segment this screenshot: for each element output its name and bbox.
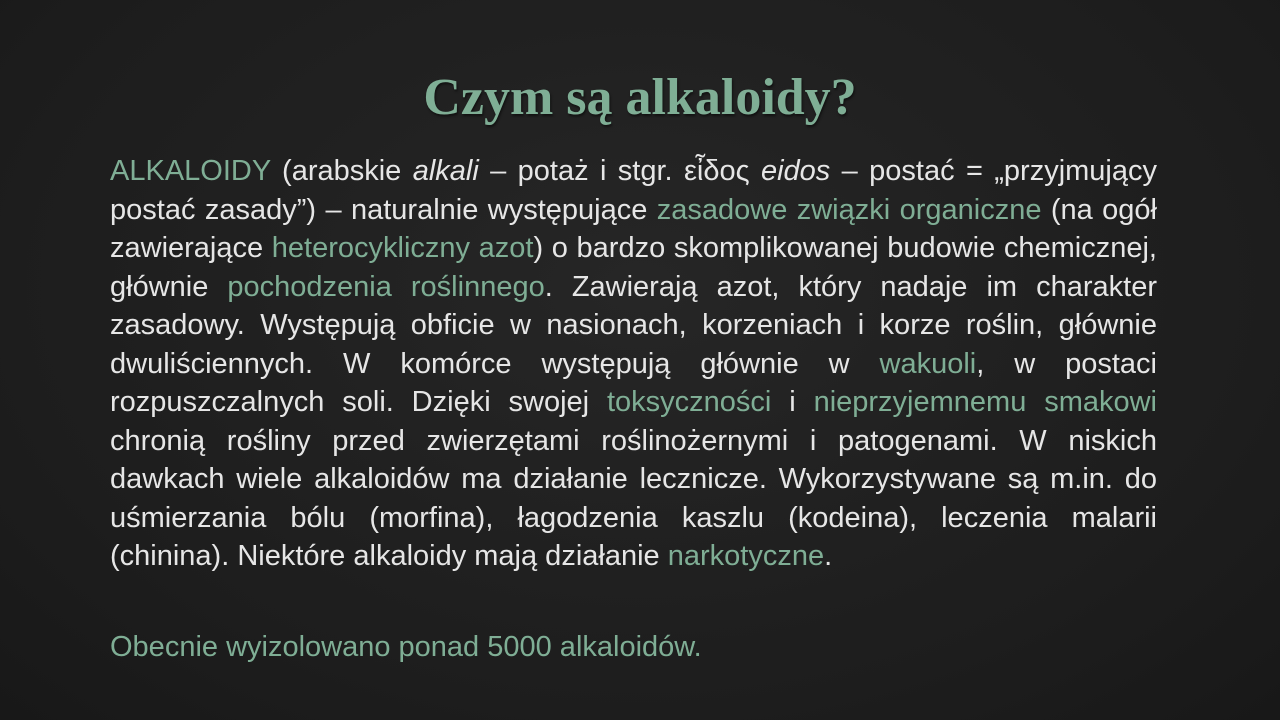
highlight-pochodzenia: pochodzenia roślinnego bbox=[227, 270, 545, 303]
text-span: . Zawierają azot, który nadaje im charakter zasadowy. Występują obficie w nasionach, korzeniach i korze roślin, głównie dwuliściennych. W komórce występują głównie w bbox=[110, 270, 1157, 380]
slide-title: Czym są alkaloidy? bbox=[423, 69, 857, 126]
text-span: ) o bardzo skomplikowanej budowie chemicznej, głównie bbox=[110, 232, 1157, 303]
definition-paragraph bbox=[110, 152, 1157, 576]
highlight-zasadowe: zasadowe związki organiczne bbox=[656, 193, 1042, 226]
italic-term-alkali: alkali bbox=[412, 155, 479, 187]
highlight-azot: heterocykliczny azot bbox=[271, 232, 534, 264]
text-span: (arabskie bbox=[270, 155, 413, 187]
term-highlight: ALKALOIDY bbox=[110, 155, 271, 187]
text-span: – potaż i stgr. εἶδος bbox=[478, 155, 761, 187]
highlight-smakowi: nieprzyjemnemu smakowi bbox=[813, 386, 1157, 418]
text-span: chronią rośliny przed zwierzętami roślinożernymi i patogenami. W niskich dawkach wiele alkaloidów ma działanie lecznicze. Wykorzystywane są m.in. do uśmierzania bólu (morfina), łagodzenia kaszlu (kodeina), leczenia malarii (chinina). Niektóre alkaloidy mają działanie bbox=[110, 424, 1157, 572]
text-span: , w postaci rozpuszczalnych soli. Dzięki swojej bbox=[110, 347, 1158, 418]
text-span: – postać = „przyjmujący postać zasady”) – naturalnie występujące bbox=[110, 155, 1157, 226]
summary-paragraph: Obecnie wyizolowano ponad 5000 alkaloidów. bbox=[110, 631, 702, 663]
text-span: (na ogół zawierające bbox=[110, 193, 1157, 264]
italic-term-eidos: eidos bbox=[760, 155, 831, 187]
highlight-wakuoli: wakuoli bbox=[879, 347, 977, 380]
highlight-toksycznosci: toksyczności bbox=[606, 386, 772, 418]
text-span: . bbox=[824, 540, 833, 572]
text-span: i bbox=[771, 386, 814, 418]
highlight-narkotyczne: narkotyczne bbox=[667, 540, 825, 572]
